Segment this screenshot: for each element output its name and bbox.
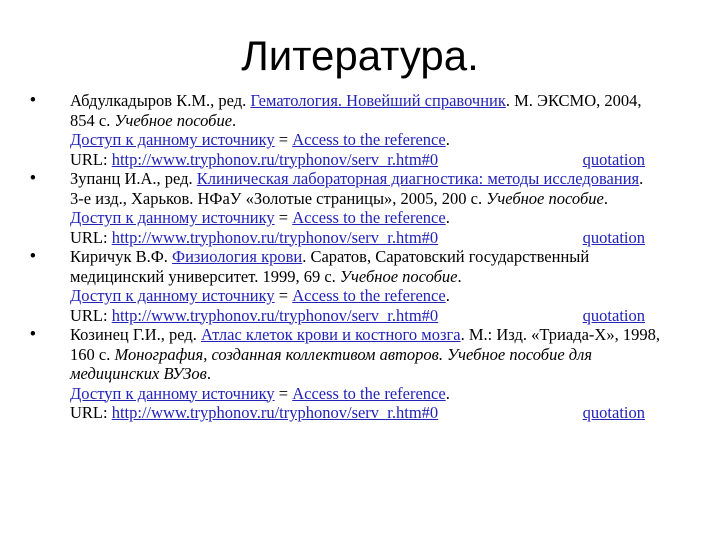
reference-type-end: . xyxy=(457,266,462,286)
bullet-icon: • xyxy=(30,91,36,109)
reference-author: Абдулкадыров К.М., ред. xyxy=(70,91,251,110)
bullet-icon: • xyxy=(30,325,36,343)
access-reference-link[interactable]: Access to the reference xyxy=(292,383,446,403)
reference-title-link[interactable]: Атлас клеток крови и костного мозга xyxy=(201,325,461,344)
quotation-link[interactable]: quotation xyxy=(582,149,645,169)
list-item xyxy=(30,247,660,325)
quotation-link[interactable]: quotation xyxy=(582,305,645,325)
access-reference-link[interactable]: Access to the reference xyxy=(292,130,446,149)
list-item xyxy=(30,91,660,169)
url-label: URL: xyxy=(70,403,112,422)
url-label: URL: xyxy=(70,305,112,325)
list-item xyxy=(30,169,660,247)
access-source-link[interactable]: Доступ к данному источнику xyxy=(70,286,275,305)
access-reference-link[interactable]: Access to the reference xyxy=(292,208,446,227)
access-end: . xyxy=(445,208,450,227)
reference-author: Козинец Г.И., ред. xyxy=(70,325,201,344)
reference-type: Монография, созданная коллективом авторов. Учебное пособие для медицинских ВУЗов xyxy=(70,344,592,383)
reference-publisher: . Саратов, Саратовский государственный медицинский университет. 1999, 69 с. xyxy=(70,247,590,286)
url-label: URL: xyxy=(70,227,112,247)
url-line xyxy=(70,403,660,423)
url-line xyxy=(70,306,660,326)
list-item xyxy=(30,325,660,423)
reference-author: Киричук В.Ф. xyxy=(70,247,173,266)
url-link[interactable]: http://www.tryphonov.ru/tryphonov/serv_r.htm#0 xyxy=(111,149,439,169)
reference-title-link[interactable]: Клиническая лабораторная диагностика: методы исследования xyxy=(196,169,640,188)
url-line xyxy=(70,228,660,248)
reference-title-link[interactable]: Гематология. Новейший справочник xyxy=(250,91,506,110)
page-title: Литература. xyxy=(241,32,479,79)
access-line xyxy=(70,130,660,150)
url-link[interactable]: http://www.tryphonov.ru/tryphonov/serv_r.htm#0 xyxy=(111,305,439,325)
url-line xyxy=(70,150,660,170)
access-equals: = xyxy=(274,130,293,149)
access-source-link[interactable]: Доступ к данному источнику xyxy=(70,130,275,149)
reference-type: Учебное пособие xyxy=(114,110,233,130)
quotation-link[interactable]: quotation xyxy=(582,227,645,247)
access-end: . xyxy=(445,383,450,403)
access-source-link[interactable]: Доступ к данному источнику xyxy=(70,383,275,403)
access-line xyxy=(70,286,660,306)
access-end: . xyxy=(445,130,450,149)
reference-type-end: . xyxy=(232,110,237,130)
url-link[interactable]: http://www.tryphonov.ru/tryphonov/serv_r.htm#0 xyxy=(111,403,439,422)
reference-text xyxy=(70,91,660,130)
reference-text xyxy=(70,325,660,384)
reference-type: Учебное пособие xyxy=(486,188,604,208)
access-equals: = xyxy=(274,208,293,227)
bullet-icon: • xyxy=(30,169,36,187)
reference-text xyxy=(70,247,660,286)
reference-publisher: . 3-е изд., Харьков. НФаУ «Золотые страницы», 2005, 200 с. xyxy=(70,169,644,208)
reference-title-link[interactable]: Физиология крови xyxy=(172,247,303,266)
access-equals: = xyxy=(274,383,293,403)
url-label: URL: xyxy=(70,149,112,169)
reference-text xyxy=(70,169,660,208)
access-reference-link[interactable]: Access to the reference xyxy=(292,286,446,305)
reference-author: Зупанц И.А., ред. xyxy=(70,169,197,188)
reference-type: Учебное пособие xyxy=(339,266,458,286)
reference-type-end: . xyxy=(603,188,608,208)
reference-publisher: . М.: Изд. «Триада-Х», 1998, 160 с. xyxy=(70,325,660,364)
quotation-link[interactable]: quotation xyxy=(582,403,645,422)
reference-publisher: . М. ЭКСМО, 2004, 854 с. xyxy=(70,91,642,130)
access-source-link[interactable]: Доступ к данному источнику xyxy=(70,208,275,227)
bullet-icon: • xyxy=(30,247,36,265)
reference-type-end: . xyxy=(206,364,211,383)
access-equals: = xyxy=(274,286,293,305)
access-end: . xyxy=(445,286,450,305)
access-line xyxy=(70,208,660,228)
access-line xyxy=(70,384,660,404)
reference-list xyxy=(30,91,660,423)
url-link[interactable]: http://www.tryphonov.ru/tryphonov/serv_r.htm#0 xyxy=(111,227,439,247)
